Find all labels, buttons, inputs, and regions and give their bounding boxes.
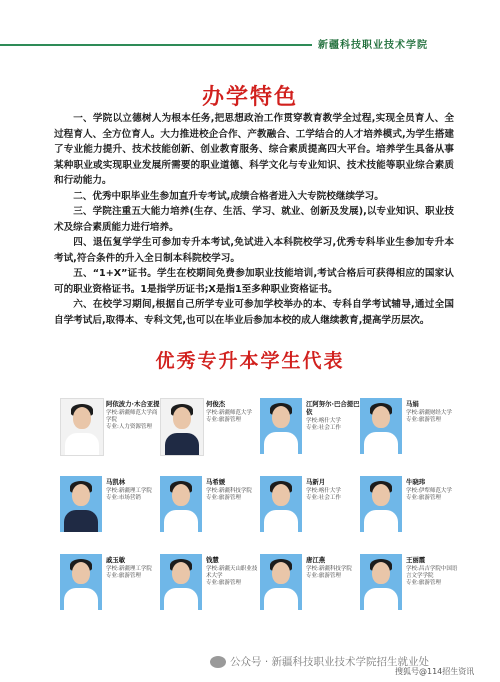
student-photo [260,476,302,532]
student-grid [60,398,460,628]
student-photo [260,398,302,454]
student-major: 专业:旅游管理 [406,417,441,423]
student-photo [60,398,104,456]
student-major: 专业:旅游管理 [406,580,441,586]
school-name: 新疆科技职业技术学院 [318,40,428,51]
student-major: 专业:市场营销 [106,495,141,501]
student-school: 学校:新疆理工学院 [106,566,152,572]
paragraph-4: 四、退伍复学学生可参加专升本考试,免试进入本科院校学习,优秀专科毕业生参加专升本考试,符合条件的升入全日制本科院校学习。 [54,237,454,264]
student-name: 马希媛 [206,478,226,486]
student-photo [360,476,402,532]
section-title: 优秀专升本学生代表 [155,350,345,372]
watermark-brand: 搜狐号@114招生资讯 [395,667,475,676]
paragraph-1: 一、学院以立德树人为根本任务,把思想政治工作贯穿教育教学全过程,实现全员育人、全过程育人、全方位育人。大力推进校企合作、产教融合、工学结合的人才培养模式,为学生搭建了专业能力提升、技术技能创新、创业教育服务、综合素质提高四大平台。培养学生具备从事某种职业或实现职业发展所需要的职业道德、科学文化与专业知识、技术技能等职业综合素质和行动能力。 [54,113,454,186]
student-card [60,554,160,620]
footer-text: 公众号 · 新疆科技职业技术学院招生就业处 [230,656,430,668]
student-card [60,476,160,542]
student-card [60,398,160,464]
student-card [260,554,360,620]
paragraph-6: 六、在校学习期间,根据自己所学专业可参加学校举办的本、专科自学考试辅导,通过全国自学考试后,取得本、专科文凭,也可以在毕业后参加本校的成人继续教育,提高学历层次。 [54,299,454,326]
student-photo [260,554,302,610]
student-photo [160,398,204,456]
student-card [160,476,260,542]
student-name: 钱慧 [206,556,219,564]
student-card [360,554,460,620]
student-name: 何俊杰 [206,400,226,408]
student-name: 王丽霞 [406,556,426,564]
paragraph-5: 五、“1+X”证书。学生在校期间免费参加职业技能培训,考试合格后可获得相应的国家认可的职业资格证书。1是指学历证书;X是指1至多种职业资格证书。 [54,268,454,295]
student-photo [160,476,202,532]
student-school: 学校:新疆科技学院 [306,566,352,572]
student-major: 专业:旅游管理 [206,580,241,586]
student-card [360,398,460,464]
student-name: 马凯林 [106,478,126,486]
student-photo [360,554,402,610]
student-school: 学校:新疆师范大学 [206,410,252,416]
student-card [160,398,260,464]
paragraph-2: 二、优秀中职毕业生参加直升专考试,成绩合格者进入大专院校继续学习。 [73,190,384,202]
paragraph-3: 三、学院注重五大能力培养(生存、生活、学习、就业、创新及发展),以专业知识、职业技术及综合素质能力进行培养。 [54,206,454,233]
student-name: 马新月 [306,478,326,486]
student-school: 学校:新疆财经大学 [406,410,452,416]
student-card [160,554,260,620]
student-school: 学校:伊犁师范大学 [406,488,452,494]
header-rule [0,44,312,46]
wechat-icon [210,656,226,668]
student-major: 专业:旅游管理 [306,573,341,579]
student-card [260,476,360,542]
student-photo [360,398,402,454]
student-school: 学校:新疆天山职业技术大学 [206,566,258,579]
student-school: 学校:喀什大学 [306,488,341,494]
student-card [260,398,360,464]
student-name: 阿依波力·木合亚提 [106,400,160,408]
student-major: 专业:社会工作 [306,495,341,501]
student-name: 唐江燕 [306,556,326,564]
student-school: 学校:新疆科技学院 [206,488,252,494]
student-name: 戚玉敏 [106,556,126,564]
page-title: 办学特色 [201,84,298,110]
student-major: 专业:人力资源管理 [106,424,152,430]
features-text [54,111,454,328]
student-photo [60,554,102,610]
student-card [360,476,460,542]
student-photo [60,476,102,532]
student-school: 学校:新疆理工学院 [106,488,152,494]
student-name: 牛晓玮 [406,478,426,486]
student-name: 江阿努尔·巴合提巴依 [306,400,360,416]
student-school: 学校:新疆师范大学商学院 [106,410,158,423]
student-school: 学校:昌吉学院中国语言文学学院 [406,566,458,579]
student-name: 马娟 [406,400,419,408]
student-major: 专业:旅游管理 [206,495,241,501]
student-major: 专业:旅游管理 [206,417,241,423]
student-photo [160,554,202,610]
student-major: 专业:社会工作 [306,425,341,431]
student-major: 专业:旅游管理 [406,495,441,501]
student-school: 学校:喀什大学 [306,418,341,424]
student-major: 专业:旅游管理 [106,573,141,579]
